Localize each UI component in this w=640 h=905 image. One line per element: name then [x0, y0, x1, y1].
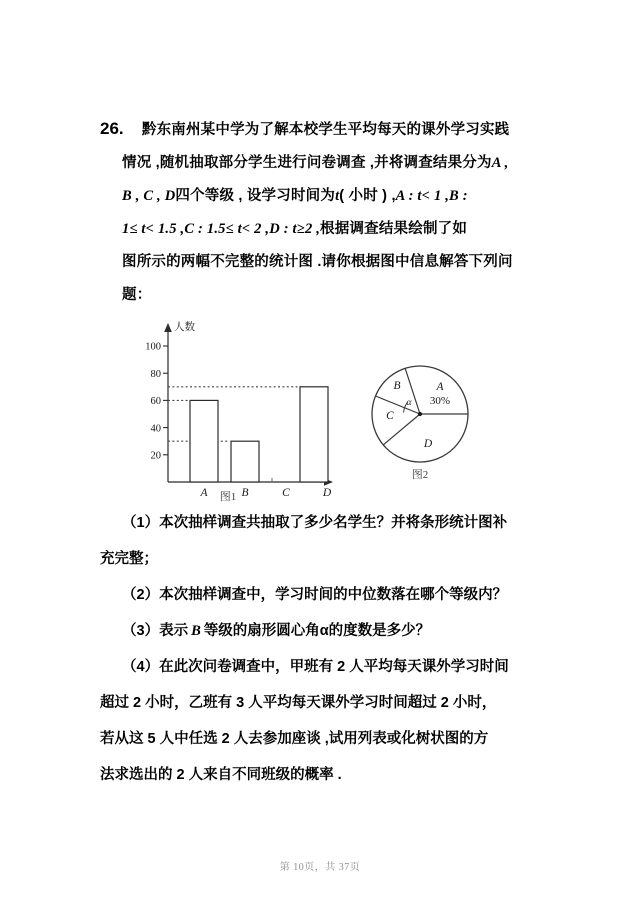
- pie-chart-figure: [352, 352, 502, 500]
- x-label-D: D: [322, 487, 332, 499]
- problem-line-3: [100, 180, 550, 213]
- pie-angle-alpha-label: α: [406, 398, 412, 408]
- problem-line-4: [100, 213, 550, 246]
- sub-question-1-label: （1）: [122, 515, 160, 531]
- sub-question-2-label: （2）: [122, 587, 160, 603]
- sub-question-1: [100, 505, 552, 541]
- problem-line-3-text: 四个等级 , 设学习时间为: [175, 188, 336, 204]
- y-axis-tick-labels: [145, 342, 161, 462]
- pie-label-C: C: [386, 410, 394, 422]
- sub-question-3-italic-B: B: [191, 623, 201, 639]
- sub-question-3-pre: 表示: [159, 623, 189, 639]
- pie-chart-caption: 图2: [411, 469, 429, 481]
- sub-question-4: [100, 649, 552, 685]
- pie-label-A: A: [436, 381, 444, 393]
- y-tick-100: 100: [145, 341, 161, 353]
- bar-B: [231, 441, 259, 482]
- sub-question-4-text: 在此次问卷调查中，甲班有 2 人平均每天课外学习时间: [159, 659, 509, 675]
- condition-c: C : 1.5≤ t< 2 ,: [184, 221, 270, 237]
- bar-chart-caption: 图1: [219, 491, 237, 503]
- y-tick-20: 20: [150, 450, 161, 462]
- problem-line-1: [100, 112, 550, 147]
- condition-b-label: B :: [449, 188, 468, 204]
- pie-label-B: B: [393, 380, 401, 392]
- sub-question-3-label: （3）: [122, 623, 160, 639]
- problem-line-2: [100, 147, 550, 180]
- problem-statement: [100, 112, 550, 312]
- pie-center-dot: [418, 412, 422, 416]
- y-axis-title: 人数: [174, 322, 195, 333]
- sub-question-4-cont-1: [100, 685, 552, 721]
- figures-row: [0, 300, 640, 503]
- sub-question-3: [100, 613, 552, 649]
- sub-question-1-text: 本次抽样调查共抽取了多少名学生？并将条形统计图补: [159, 515, 508, 531]
- bar-chart-figure: [128, 312, 348, 502]
- sub-question-1-cont-text: 充完整；: [100, 551, 158, 567]
- condition-b: 1≤ t< 1.5 ,: [122, 221, 185, 237]
- y-tick-80: 80: [150, 368, 161, 380]
- problem-line-2-italic: A ,: [491, 155, 509, 171]
- condition-a: A : t< 1 ,: [395, 188, 450, 204]
- sub-question-4-cont-2: [100, 721, 552, 757]
- page-footer: [0, 858, 640, 873]
- y-tick-40: 40: [150, 423, 161, 435]
- hours-paren: ( 小时 ) ,: [339, 188, 396, 204]
- problem-line-6-text: 题：: [122, 287, 152, 303]
- sub-question-4-cont-3: [100, 757, 552, 793]
- sub-question-1-cont: [100, 541, 552, 577]
- y-axis-ticks: [163, 346, 168, 455]
- problem-line-5-text: 图所示的两幅不完整的统计图 .请你根据图中信息解答下列问: [122, 254, 513, 270]
- sub-question-4-cont-1-text: 超过 2 小时，乙班有 3 人平均每天课外学习时间超过 2 小时，: [100, 695, 497, 711]
- x-label-A: A: [200, 487, 208, 499]
- sub-question-4-label: （4）: [122, 659, 160, 675]
- y-axis-arrow: [164, 323, 172, 332]
- y-tick-60: 60: [150, 396, 161, 408]
- problem-line-4-text: 根据调查结果绘制了如: [320, 221, 468, 237]
- bar-D: [300, 387, 328, 482]
- problem-line-5: [100, 246, 550, 279]
- sub-questions: [100, 505, 552, 793]
- bar-chart-svg: [128, 312, 348, 502]
- sub-question-3-post: 等级的扇形圆心角α的度数是多少？: [203, 623, 431, 639]
- sub-question-2: [100, 577, 552, 613]
- problem-line-1-text: 黔东南州某中学为了解本校学生平均每天的课外学习实践: [141, 122, 510, 138]
- x-label-B: B: [241, 487, 249, 499]
- x-label-C: C: [282, 487, 290, 499]
- pie-label-D: D: [423, 438, 433, 450]
- condition-d: D : t≥2 ,: [269, 221, 321, 237]
- sub-question-4-cont-2-text: 若从这 5 人中任选 2 人去参加座谈 ,试用列表或化树状图的方: [100, 731, 489, 747]
- problem-line-2-text: 情况 ,随机抽取部分学生进行问卷调查 ,并将调查结果分为: [122, 155, 492, 171]
- grade-letters: B , C , D: [122, 188, 176, 204]
- sub-question-4-cont-3-text: 法求选出的 2 人来自不同班级的概率 .: [100, 767, 342, 783]
- bar-A: [190, 400, 218, 482]
- problem-number: 26.: [100, 119, 124, 138]
- pie-value-A: 30%: [429, 395, 451, 407]
- variable-t: t: [335, 188, 340, 204]
- page-number-text: 第 10页，共 37页: [279, 862, 361, 873]
- sub-question-2-text: 本次抽样调查中，学习时间的中位数落在哪个等级内？: [159, 587, 508, 603]
